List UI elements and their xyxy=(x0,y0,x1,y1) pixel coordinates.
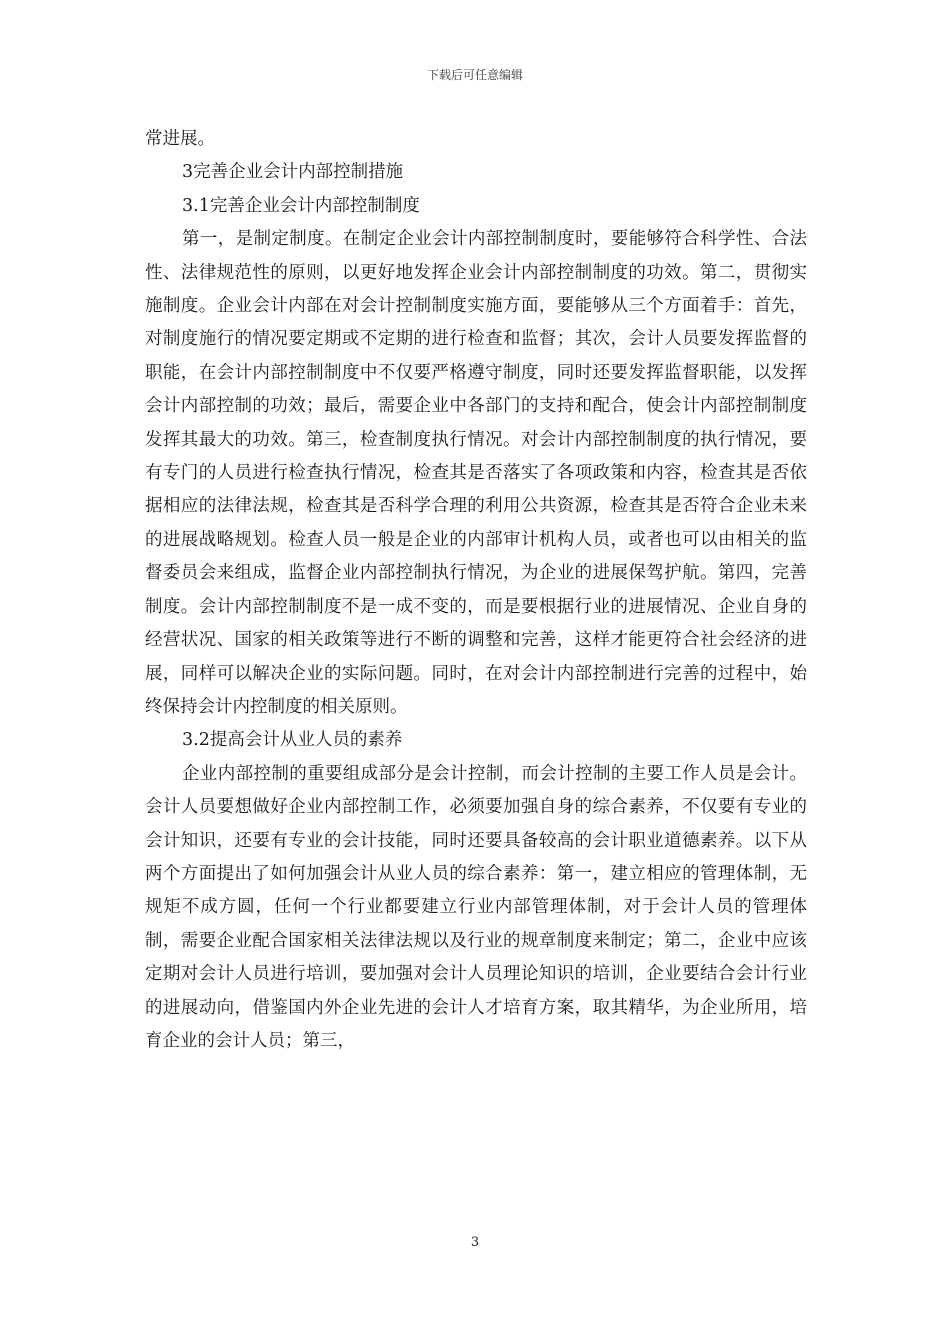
paragraph-3-2: 企业内部控制的重要组成部分是会计控制，而会计控制的主要工作人员是会计。会计人员要想做好企业内部控制工作，必须要加强自身的综合素养，不仅要有专业的会计知识，还要有专业的会计技能，同时还要具备较高的会计职业道德素养。以下从两个方面提出了如何加强会计从业人员的综合素养：第一，建立相应的管理体制，无规矩不成方圆，任何一个行业都要建立行业内部管理体制，对于会计人员的管理体制，需要企业配合国家相关法律法规以及行业的规章制度来制定；第二，企业中应该定期对会计人员进行培训，要加强对会计人员理论知识的培训，企业要结合会计行业的进展动向，借鉴国内外企业先进的会计人才培育方案，取其精华，为企业所用，培育企业的会计人员；第三， xyxy=(145,763,807,1051)
document-body xyxy=(145,123,807,1058)
page-header: 下载后可任意编辑 xyxy=(426,68,523,82)
section-heading-3: 3完善企业会计内部控制措施 xyxy=(182,162,404,183)
page-number: 3 xyxy=(470,1235,480,1250)
paragraph-continuation: 常进展。 xyxy=(145,129,215,149)
subsection-heading-3-2: 3.2提高会计从业人员的素养 xyxy=(182,730,403,751)
subsection-heading-3-1: 3.1完善企业会计内部控制制度 xyxy=(182,195,420,216)
paragraph-3-1: 第一，是制定制度。在制定企业会计内部控制制度时，要能够符合科学性、合法性、法律规范性的原则，以更好地发挥企业会计内部控制制度的功效。第二，贯彻实施制度。企业会计内部在对会计控制制度实施方面，要能够从三个方面着手：首先，对制度施行的情况要定期或不定期的进行检查和监督；其次，会计人员要发挥监督的职能，在会计内部控制制度中不仅要严格遵守制度，同时还要发挥监督职能，以发挥会计内部控制的功效；最后，需要企业中各部门的支持和配合，使会计内部控制制度发挥其最大的功效。第三，检查制度执行情况。对会计内部控制制度的执行情况，要有专门的人员进行检查执行情况，检查其是否落实了各项政策和内容，检查其是否依据相应的法律法规，检查其是否科学合理的利用公共资源，检查其是否符合企业未来的进展战略规划。检查人员一般是企业的内部审计机构人员，或者也可以由相关的监督委员会来组成，监督企业内部控制执行情况，为企业的进展保驾护航。第四，完善制度。会计内部控制制度不是一成不变的，而是要根据行业的进展情况、企业自身的经营状况、国家的相关政策等进行不断的调整和完善，这样才能更符合社会经济的进展，同样可以解决企业的实际问题。同时，在对会计内部控制进行完善的过程中，始终保持会计内控制度的相关原则。 xyxy=(145,229,807,717)
